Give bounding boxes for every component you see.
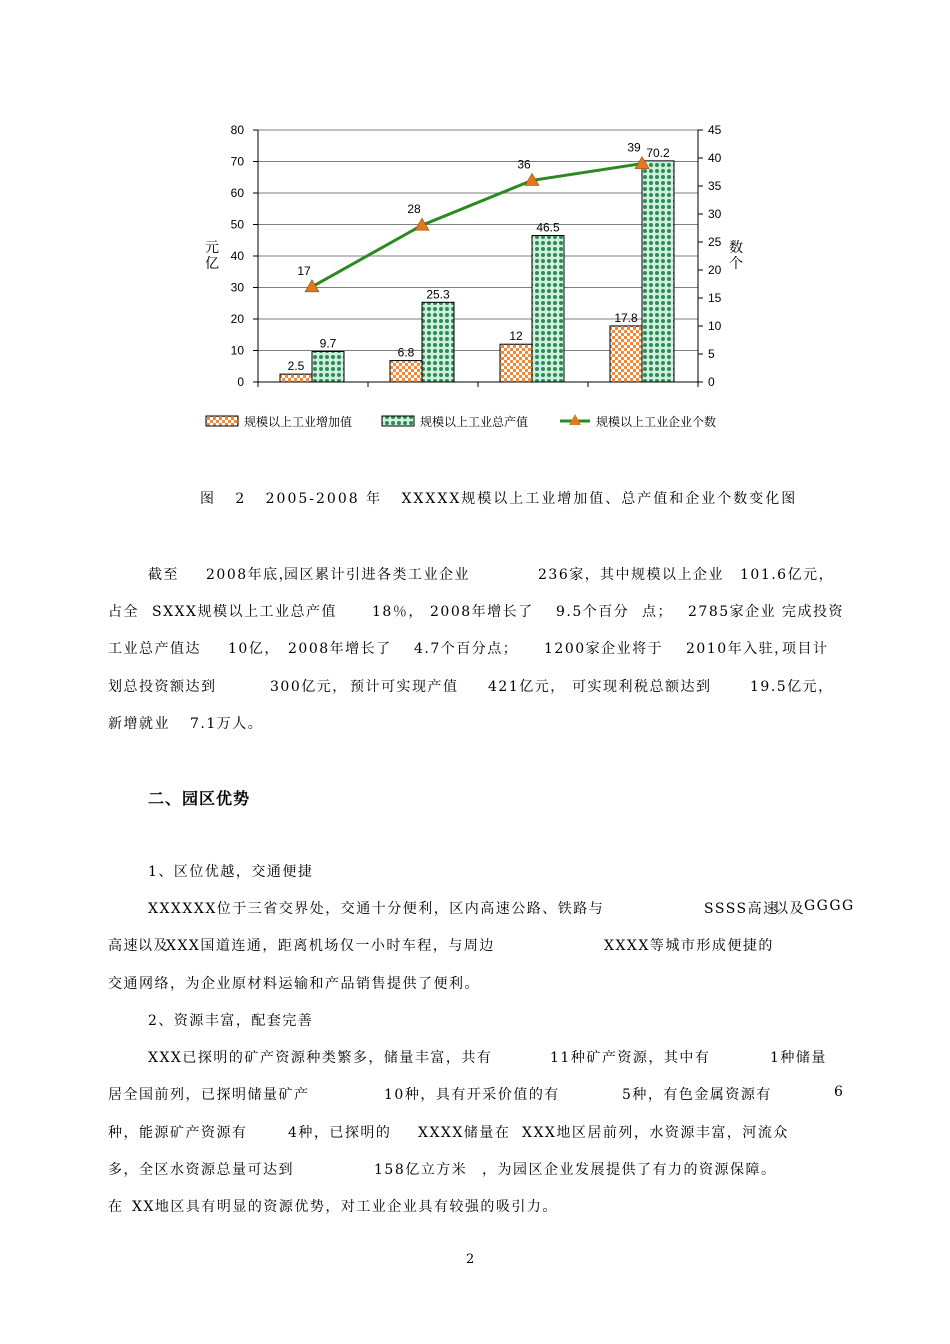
text-run: 158亿立方米	[374, 1162, 468, 1178]
text-run: 居全国前列，已探明储量矿产	[108, 1087, 310, 1103]
bar-added-value	[500, 344, 532, 382]
caption-text: XXXXX规模以上工业增加值、总产值和企业个数变化图	[401, 491, 798, 507]
paragraph-line	[0, 898, 950, 918]
text-run: 9.5个百分	[556, 604, 630, 620]
text-run: 10种，具有开采价值的有	[384, 1087, 560, 1103]
text-run: 11种矿产资源，其中有	[550, 1050, 711, 1066]
y-tick-label-right: 25	[708, 235, 722, 249]
paragraph-line	[0, 638, 950, 658]
text-run: XXXX储量在	[418, 1125, 511, 1141]
text-run: 工业总产值达	[108, 641, 201, 657]
y-tick-label-left: 80	[230, 123, 244, 137]
text-run: 新增就业	[108, 716, 170, 732]
chart-legend	[206, 414, 716, 429]
y-tick-label-right: 10	[708, 319, 722, 333]
text-run: 项目计	[782, 641, 829, 657]
text-run: XXXXXX位于三省交界处，交通十分便利，区内高速公路、铁路与	[148, 901, 605, 917]
text-run: 以及	[138, 938, 169, 954]
text-run: 10亿，	[228, 641, 280, 657]
text-run: 其中规模以上企业	[600, 567, 724, 583]
y-tick-label-left: 30	[230, 280, 244, 295]
chart-line-series	[297, 141, 649, 292]
paragraph-line	[0, 1159, 950, 1179]
y-tick-label-right: 15	[708, 291, 722, 305]
legend-label: 规模以上工业总产值	[420, 415, 529, 429]
paragraph-line	[0, 1196, 950, 1216]
y-tick-label-right: 5	[708, 347, 715, 361]
paragraph-line	[0, 935, 950, 955]
line-data-label: 36	[517, 157, 531, 172]
y-tick-label-left: 60	[230, 186, 244, 200]
text-run: XXXX等城市形成便捷的	[604, 938, 774, 954]
text-run: 7.1万人。	[190, 716, 264, 732]
text-run: 300亿元，	[270, 679, 348, 695]
y-tick-label-right: 30	[708, 207, 722, 221]
text-run: 6	[834, 1084, 845, 1100]
paragraph-line	[0, 601, 950, 621]
text-run: 在	[108, 1199, 124, 1215]
text-run: XXX地区居前列，水资源丰富，河流众	[522, 1125, 789, 1141]
text-run: 19.5亿元，	[750, 679, 834, 695]
legend-swatch	[382, 416, 414, 426]
bar-data-label: 2.5	[287, 359, 305, 374]
bar-added-value	[610, 326, 642, 382]
bar-data-label: 70.2	[646, 145, 670, 160]
text-run: 2、资源丰富，配套完善	[148, 1013, 314, 1029]
y-tick-label-right: 35	[708, 179, 722, 193]
bar-data-label: 25.3	[426, 287, 450, 302]
section-heading: 二、园区优势	[148, 789, 251, 808]
bar-data-label: 17.8	[614, 310, 638, 325]
text-run: 5种，有色金属资源有	[622, 1087, 772, 1103]
text-run: XXX国道连通，距离机场仅一小时车程，与周边	[166, 938, 495, 954]
paragraph-line	[0, 1084, 950, 1104]
text-run: 1200家企业将于	[544, 641, 664, 657]
text-run: SXXX规模以上工业总产值	[152, 604, 337, 620]
paragraph-line	[0, 973, 950, 993]
text-run: 2010年入驻，	[686, 641, 790, 657]
y-tick-label-left: 20	[230, 312, 244, 326]
y-tick-label-right: 40	[708, 151, 722, 165]
text-run: 高速	[108, 938, 139, 954]
y-tick-label-left: 0	[237, 375, 244, 389]
subheading	[0, 1010, 950, 1030]
caption-fig: 图	[200, 491, 216, 507]
paragraph-line	[0, 1122, 950, 1142]
bar-added-value	[390, 361, 422, 382]
y-axis-label-left: 元亿	[205, 240, 219, 272]
caption-num: 2	[235, 491, 247, 507]
text-run: 421亿元，	[488, 679, 566, 695]
caption-years: 2005-2008 年	[265, 491, 383, 507]
text-run: 18％，	[372, 604, 424, 620]
text-run: 101.6亿元，	[740, 567, 835, 583]
bar-total-output	[312, 351, 344, 382]
text-run: 多，全区水资源总量可达到	[108, 1162, 294, 1178]
line-enterprise-count	[312, 164, 642, 287]
text-run: 预计可实现产值	[350, 679, 459, 695]
text-run: 占全	[108, 604, 139, 620]
text-run: 点；	[642, 604, 673, 620]
figure-caption	[200, 488, 797, 508]
line-data-label: 17	[297, 263, 311, 278]
paragraph-line	[0, 713, 950, 733]
bar-total-output	[532, 236, 564, 382]
bar-added-value	[280, 374, 312, 382]
chart-bars	[280, 146, 674, 382]
text-run: 4.7个百分点；	[414, 641, 519, 657]
y-tick-label-left: 10	[230, 343, 244, 358]
y-tick-label-right: 20	[708, 263, 722, 277]
bar-data-label: 6.8	[397, 345, 415, 360]
bar-data-label: 12	[509, 329, 523, 344]
bar-data-label: 46.5	[536, 220, 560, 235]
bar-line-chart	[0, 0, 950, 470]
bar-total-output	[642, 161, 674, 382]
text-run: 4种，已探明的	[288, 1125, 392, 1141]
line-marker	[305, 280, 319, 292]
y-tick-label-right: 45	[708, 123, 722, 137]
text-run: ，为园区企业发展提供了有力的资源保障。	[482, 1162, 777, 1178]
text-run: 交通网络，为企业原材料运输和产品销售提供了便利。	[108, 976, 480, 992]
text-run: 划总投资额达到	[108, 679, 217, 695]
y-tick-label-left: 70	[230, 154, 244, 169]
text-run: 可实现利税总额达到	[572, 679, 712, 695]
text-run: 236家，	[538, 567, 601, 583]
text-run: 1种储量	[770, 1050, 827, 1066]
page-number: 2	[466, 1252, 475, 1267]
subheading	[0, 861, 950, 881]
y-axis-label-right: 数个	[729, 240, 743, 272]
text-run: 园区累计引进各类工业企业	[284, 567, 470, 583]
text-run: GGGG	[804, 898, 855, 914]
line-data-label: 39	[627, 140, 641, 155]
paragraph-line	[0, 564, 950, 584]
legend-label: 规模以上工业增加值	[244, 415, 353, 429]
y-tick-label-left: 40	[230, 249, 244, 263]
text-run: 2008年增长了	[288, 641, 392, 657]
text-run: XXX已探明的矿产资源种类繁多，储量丰富，共有	[148, 1050, 493, 1066]
text-run: 截至	[148, 567, 179, 583]
text-run: 2008年增长了	[430, 604, 534, 620]
line-data-label: 28	[407, 202, 421, 217]
text-run: 1、区位优越，交通便捷	[148, 864, 314, 880]
text-run: SSSS高速	[704, 901, 779, 917]
text-run: 完成投资	[782, 604, 844, 620]
legend-swatch	[206, 416, 238, 426]
bar-total-output	[422, 302, 454, 382]
bar-data-label: 9.7	[319, 336, 337, 351]
text-run: 2008年底，	[206, 567, 295, 583]
paragraph-line	[0, 676, 950, 696]
paragraph-line	[0, 1047, 950, 1067]
text-run: XX地区具有明显的资源优势，对工业企业具有较强的吸引力。	[132, 1199, 558, 1215]
text-run: 2785家企业	[688, 604, 777, 620]
y-tick-label-right: 0	[708, 375, 715, 389]
text-run: 种，能源矿产资源有	[108, 1125, 248, 1141]
y-tick-label-left: 50	[230, 217, 244, 232]
text-run: 以及	[774, 901, 805, 917]
legend-label: 规模以上工业企业个数	[596, 415, 717, 429]
